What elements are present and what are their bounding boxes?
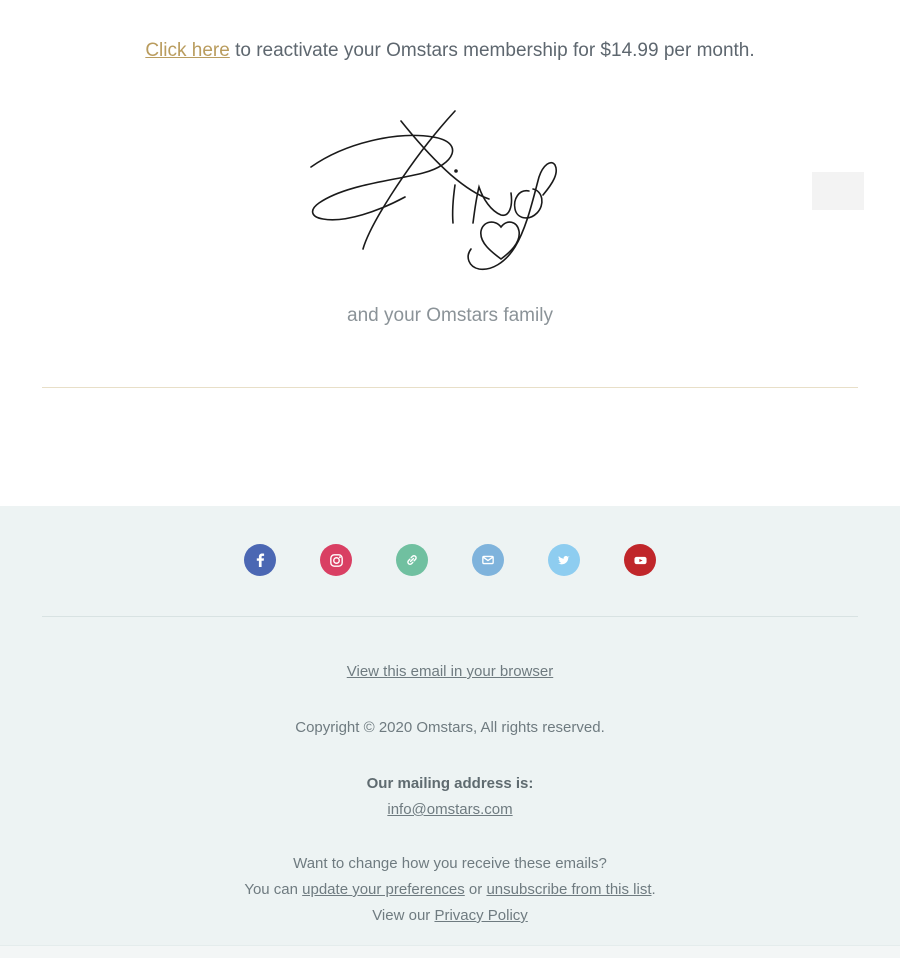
facebook-icon[interactable] <box>244 544 276 576</box>
you-can-text: You can <box>244 881 303 898</box>
email-icon[interactable] <box>472 544 504 576</box>
twitter-icon[interactable] <box>548 544 580 576</box>
image-placeholder-box <box>812 172 864 210</box>
link-icon[interactable] <box>396 544 428 576</box>
privacy-policy-link[interactable]: Privacy Policy <box>434 907 528 924</box>
mailing-address-link[interactable]: info@omstars.com <box>387 801 513 818</box>
privacy-policy-line <box>0 905 900 927</box>
unsubscribe-link[interactable]: unsubscribe from this list <box>486 881 652 898</box>
reactivate-rest-text: to reactivate your Omstars membership for $14.99 per month. <box>229 40 755 61</box>
click-here-link[interactable]: Click here <box>145 40 230 61</box>
view-in-browser-link[interactable]: View this email in your browser <box>346 663 554 680</box>
view-our-text: View our <box>372 907 435 924</box>
youtube-glyph <box>632 552 649 569</box>
twitter-bird-glyph <box>556 552 572 568</box>
update-preferences-link[interactable]: update your preferences <box>302 881 465 898</box>
change-preferences-question: Want to change how you receive these emails? <box>293 855 607 872</box>
reactivate-membership-line <box>0 31 900 65</box>
or-text: or <box>464 881 487 898</box>
link-glyph <box>404 552 420 568</box>
mailing-address-title: Our mailing address is: <box>366 775 534 792</box>
email-footer-section <box>0 506 900 958</box>
social-links-row <box>0 544 900 576</box>
period-text: . <box>651 881 656 898</box>
view-in-browser-line <box>0 661 900 683</box>
mailing-address-line <box>0 799 900 821</box>
handwritten-signature-icon <box>305 107 595 277</box>
instagram-icon[interactable] <box>320 544 352 576</box>
footer-divider <box>42 616 858 617</box>
facebook-glyph <box>252 552 268 568</box>
youtube-icon[interactable] <box>624 544 656 576</box>
body-bottom-spacer <box>0 388 900 506</box>
copyright-line: Copyright © 2020 Omstars, All rights reserved. <box>295 719 605 736</box>
envelope-glyph <box>480 552 496 568</box>
signature-block <box>0 84 900 299</box>
instagram-glyph <box>328 552 345 569</box>
preferences-line <box>0 879 900 901</box>
footer-bottom-strip <box>0 945 900 958</box>
omstars-family-line: and your Omstars family <box>347 305 553 326</box>
